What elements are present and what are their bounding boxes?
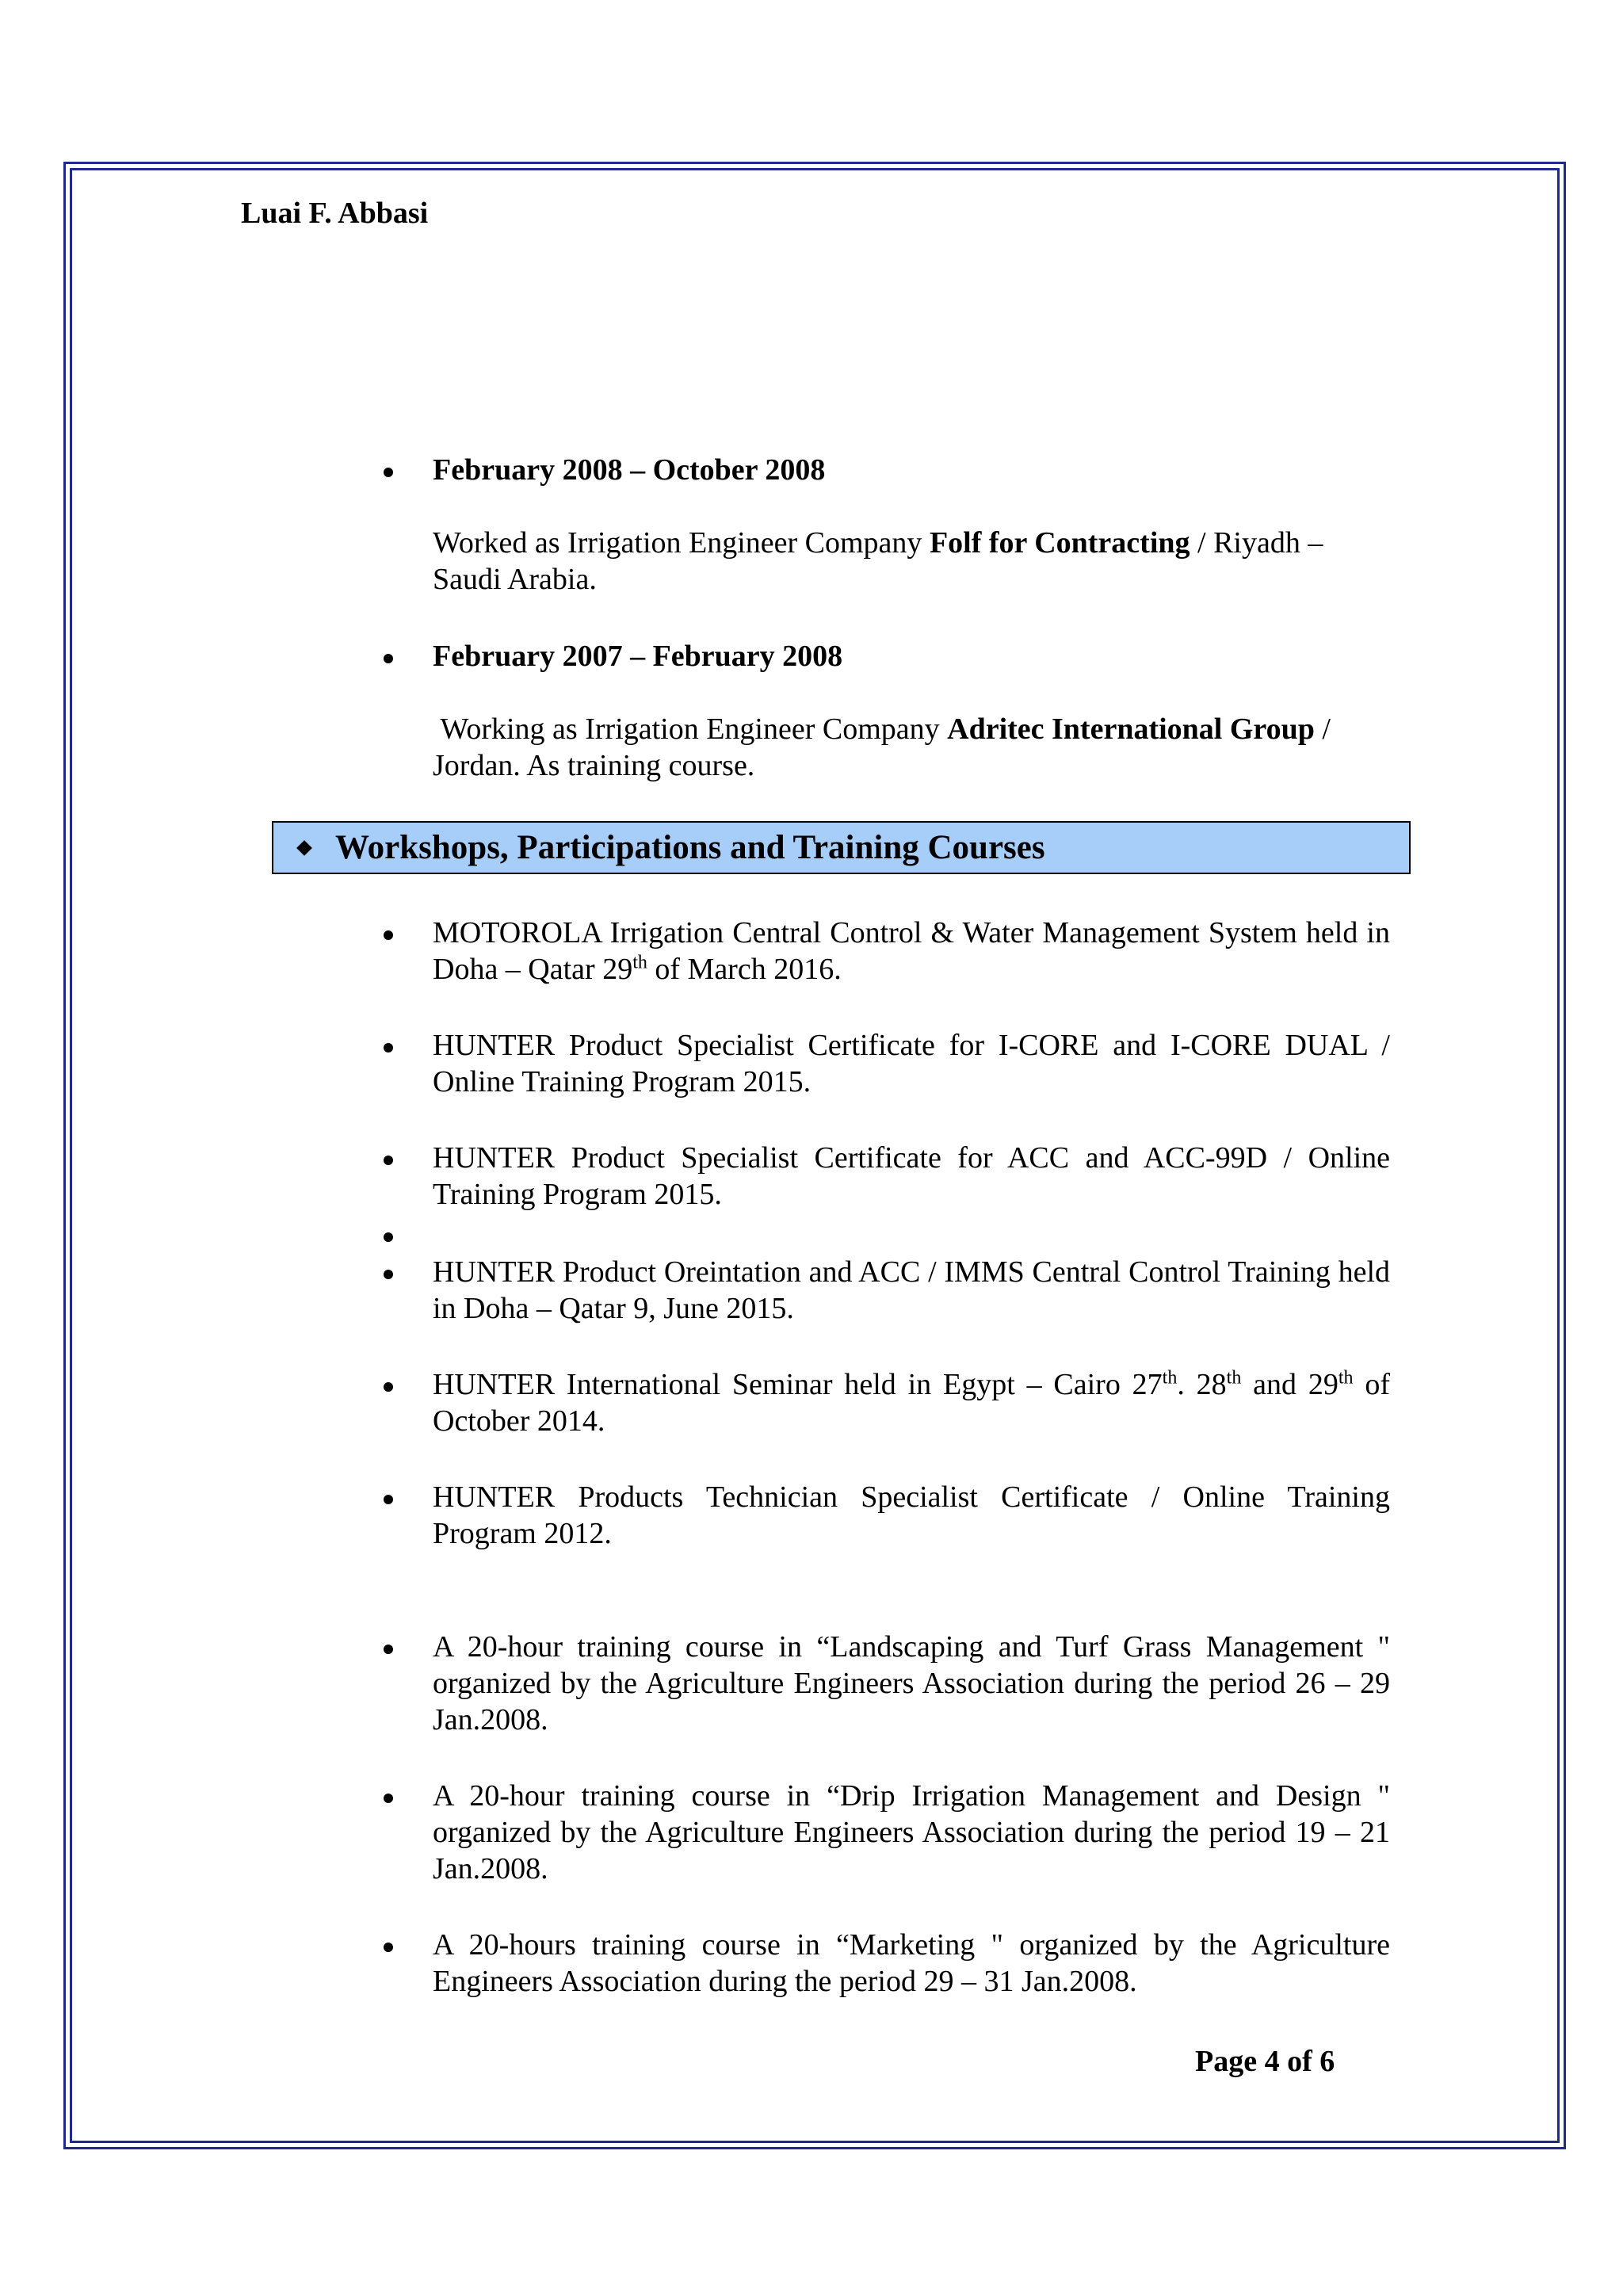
bullet-icon [384, 1156, 393, 1165]
experience-item [384, 452, 1390, 598]
course-text: HUNTER Products Technician Specialist Certificate / Online Training Program 2012. [433, 1480, 1390, 1550]
course-text: HUNTER Product Specialist Certificate for ACC and ACC-99D / Online Training Program 2015. [433, 1141, 1390, 1211]
bullet-icon [384, 1943, 393, 1952]
company-name: Folf for Contracting [929, 526, 1190, 560]
course-text: HUNTER Product Specialist Certificate for I-CORE and I-CORE DUAL / Online Training Program 2015. [433, 1029, 1390, 1098]
experience-period: February 2008 – October 2008 [433, 453, 826, 487]
course-item [384, 1629, 1390, 1738]
company-name: Adritec International Group [947, 712, 1315, 746]
bullet-icon [384, 1270, 393, 1279]
course-text: MOTOROLA Irrigation Central Control & Water Management System held in Doha – Qatar 29th of March 2016. [433, 916, 1390, 986]
bullet-icon [384, 654, 393, 663]
bullet-icon [384, 1794, 393, 1803]
experience-item [384, 638, 1390, 784]
course-text: A 20-hour training course in “Landscaping and Turf Grass Management " organized by the Agriculture Engineers Association during the period 26 – 29 Jan.2008. [433, 1630, 1390, 1736]
page-number: Page 4 of 6 [1195, 2045, 1335, 2078]
bullet-icon [384, 468, 393, 477]
course-text: HUNTER Product Oreintation and ACC / IMMS Central Control Training held in Doha – Qatar 9, June 2015. [433, 1255, 1390, 1325]
experience-description: Working as Irrigation Engineer Company Adritec International Group / Jordan. As training course. [433, 712, 1331, 782]
diamond-bullet-icon [296, 839, 313, 857]
section-title: Workshops, Participations and Training Courses [335, 828, 1045, 866]
bullet-icon [384, 1232, 393, 1242]
course-item [384, 1479, 1390, 1552]
bullet-icon [384, 1382, 393, 1392]
course-text: A 20-hour training course in “Drip Irrigation Management and Design " organized by the Agriculture Engineers Association during the period 19 – 21 Jan.2008. [433, 1779, 1390, 1885]
course-item [384, 915, 1390, 988]
bullet-icon [384, 930, 393, 940]
course-text: A 20-hours training course in “Marketing " organized by the Agriculture Engineers Association during the period 29 – 31 Jan.2008. [433, 1928, 1390, 1998]
bullet-icon [384, 1495, 393, 1504]
course-item [384, 1778, 1390, 1887]
course-item [384, 1366, 1390, 1439]
header-name: Luai F. Abbasi [241, 197, 429, 230]
course-item [384, 1927, 1390, 2000]
course-item [384, 1254, 1390, 1327]
section-header [272, 821, 1411, 874]
course-item [384, 1140, 1390, 1213]
course-item [384, 1027, 1390, 1100]
experience-description: Worked as Irrigation Engineer Company Folf for Contracting / Riyadh – Saudi Arabia. [433, 526, 1323, 596]
bullet-icon [384, 1043, 393, 1052]
experience-period: February 2007 – February 2008 [433, 640, 843, 673]
course-text: HUNTER International Seminar held in Egypt – Cairo 27th. 28th and 29th of October 2014. [433, 1367, 1391, 1438]
bullet-icon [384, 1645, 393, 1654]
